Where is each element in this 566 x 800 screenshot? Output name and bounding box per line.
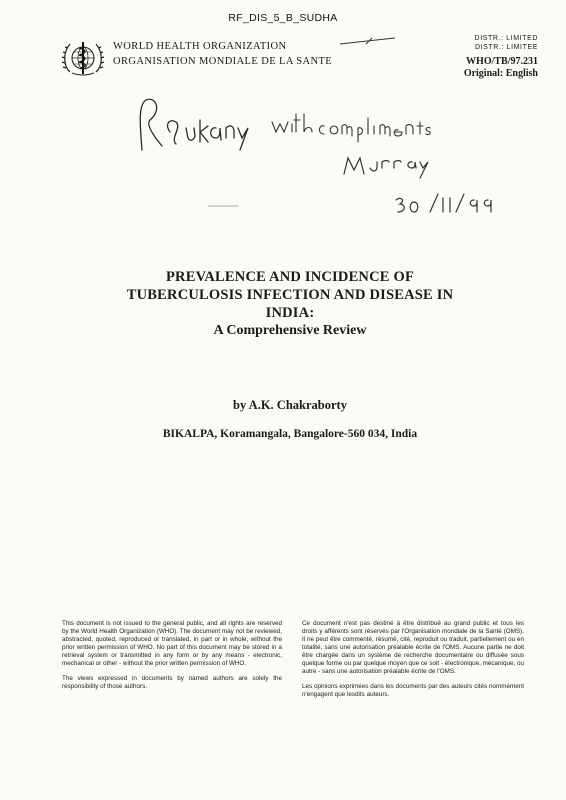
notice-english-rights: This document is not issued to the general public, and all rights are reserved by the World Health Organization (WHO). The document may not be reviewed, abstracted, quoted, reproduced or translated, in part or in whole, without the prior written permission of WHO. No part of this document may be stored in a retrieval system or transmitted in any form or by any means - electronic, mechanical or other - without the prior written permission of WHO. (62, 620, 282, 667)
handwritten-signature (344, 158, 428, 178)
who-emblem-icon (60, 38, 106, 78)
notice-english-views: The views expressed in documents by named authors are solely the responsibility of those authors. (62, 675, 282, 690)
distribution-block (475, 34, 538, 52)
author-affiliation: BIKALPA, Koramangala, Bangalore-560 034, India (162, 428, 418, 440)
notice-french-rights: Ce document n'est pas destiné à être distribué au grand public et tous les droits y afférents sont réservés par l'Organisation mondiale de la Santé (OMS). Il ne peut être commenté, résumé, cité, reproduit ou traduit, partiellement ou en totalité, sans une autorisation préalable écrite de l'OMS. Aucune partie ne doit être chargée dans un système de recherche documentaire ou diffusée sous quelque forme ou par quelque moyen que ce soit - électronique, mécanique, ou autre - sans une autorisation préalable écrite de l'OMS. (302, 620, 524, 675)
pen-stroke (340, 38, 395, 44)
document-reference (464, 56, 538, 80)
distribution-fr: DISTR.: LIMITEE (474, 44, 538, 51)
notice-french-views: Les opinions exprimées dans les documents par des auteurs cités nommément n'engagent que lesdits auteurs. (302, 683, 524, 698)
file-label: RF_DIS_5_B_SUDHA (228, 12, 338, 24)
title-line-3: INDIA: (265, 305, 315, 321)
title-line-2: TUBERCULOSIS INFECTION AND DISEASE IN (126, 287, 454, 303)
notice-english (62, 620, 282, 698)
document-subtitle: A Comprehensive Review (213, 323, 367, 338)
handwritten-name (140, 99, 248, 150)
title-line-1: PREVALENCE AND INCIDENCE OF (165, 269, 415, 285)
author-line: by A.K. Chakraborty (233, 398, 347, 412)
document-title (60, 268, 520, 340)
organization-name (113, 39, 332, 69)
original-language: Original: English (463, 68, 538, 79)
distribution-en: DISTR.: LIMITED (474, 35, 538, 42)
org-name-fr: ORGANISATION MONDIALE DE LA SANTE (113, 56, 333, 67)
document-number: WHO/TB/97.231 (466, 56, 538, 67)
notice-french (302, 620, 524, 706)
pen-stroke (366, 38, 372, 44)
handwritten-note (272, 114, 430, 142)
org-name-en: WORLD HEALTH ORGANIZATION (113, 41, 287, 52)
handwritten-date (396, 194, 491, 212)
